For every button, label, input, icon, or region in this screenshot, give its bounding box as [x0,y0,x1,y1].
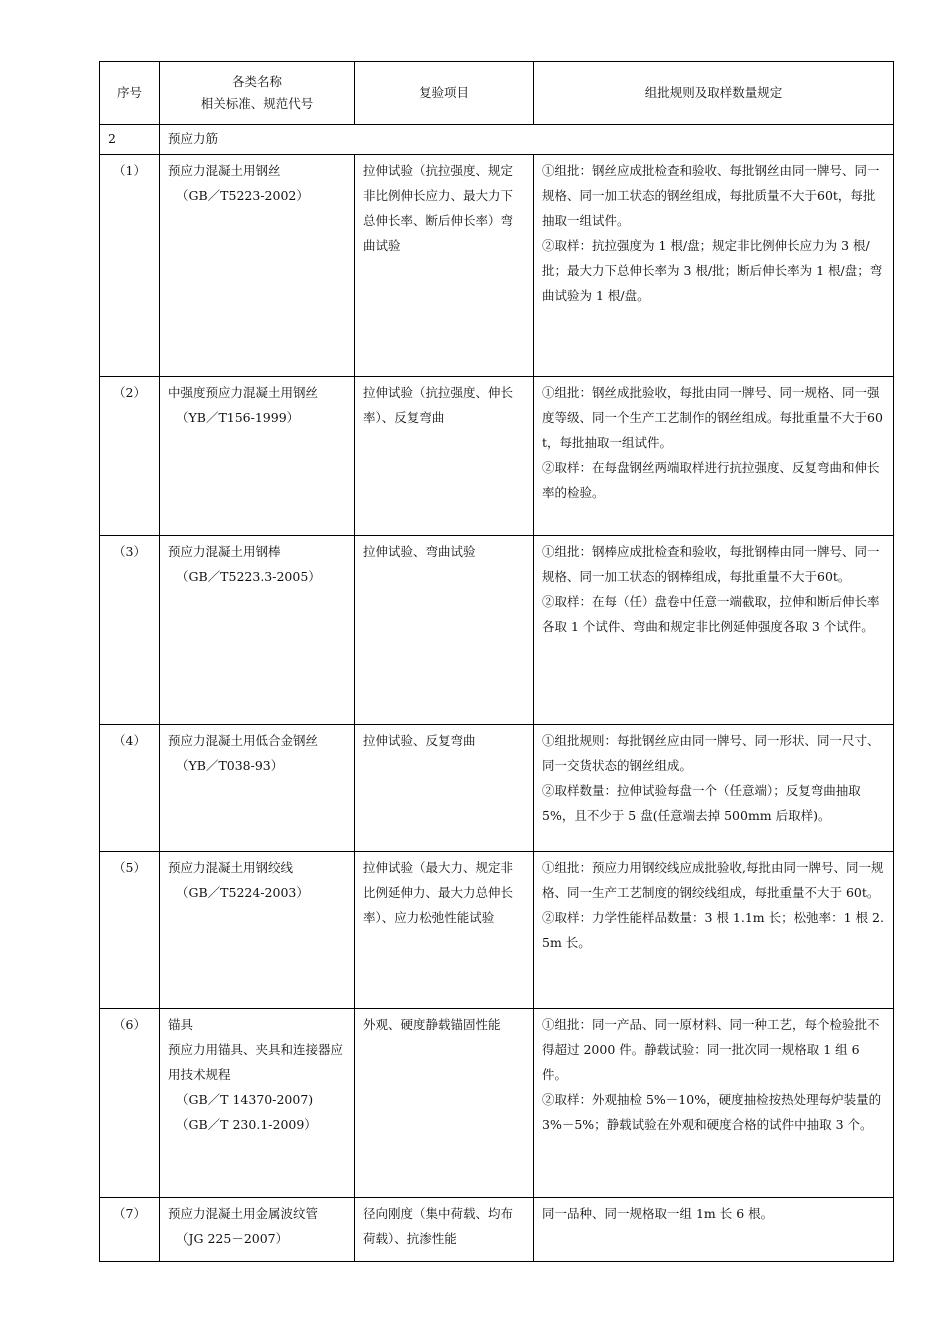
table-row [100,536,894,725]
name-line: 预应力混凝土用钢绞线 [168,860,294,875]
row-no: （1） [100,155,160,377]
name-line: 预应力用锚具、夹具和连接器应用技术规程 [168,1042,344,1082]
standard-code: （YB／T156-1999） [176,410,300,425]
row-name [160,536,355,725]
row-rules [534,377,894,536]
section-title: 预应力筋 [160,125,894,155]
table-row [100,377,894,536]
standard-code: （JG 225－2007） [176,1231,289,1246]
row-name [160,852,355,1009]
header-name [160,62,355,125]
name-line: 中强度预应力混凝土用钢丝 [168,385,319,400]
rule-batch: ①组批：钢棒应成批检查和验收，每批钢棒由同一牌号、同一规格、同一加工状态的钢棒组成，每批重量不大于60t。 [542,544,880,584]
row-no: （6） [100,1009,160,1198]
header-rules: 组批规则及取样数量规定 [534,62,894,125]
row-items: 拉伸试验（最大力、规定非比例延伸力、最大力总伸长率）、应力松弛性能试验 [355,852,534,1009]
spec-table [99,61,894,1262]
standard-code: （YB／T038-93） [176,758,284,773]
header-row [100,62,894,125]
row-items: 拉伸试验（抗拉强度、伸长率）、反复弯曲 [355,377,534,536]
table-row [100,725,894,852]
row-rules [534,725,894,852]
standard-code: （GB／T5224-2003） [176,885,309,900]
rule-batch: ①组批规则：每批钢丝应由同一牌号、同一形状、同一尺寸、同一交货状态的钢丝组成。 [542,733,880,773]
rule-batch: ①组批：预应力用钢绞线应成批验收,每批由同一牌号、同一规格、同一生产工艺制度的钢绞线组成，每批重量不大于 60t。 [542,860,884,900]
table-row [100,155,894,377]
rule-sampling: ②取样：在每盘钢丝两端取样进行抗拉强度、反复弯曲和伸长率的检验。 [542,460,880,500]
row-name [160,1198,355,1262]
header-items: 复验项目 [355,62,534,125]
section-no: 2 [100,125,160,155]
row-name [160,725,355,852]
rule-sampling: ②取样数量：拉伸试验每盘一个（任意端）；反复弯曲抽取 5%，且不少于 5 盘(任意端去掉 500mm 后取样)。 [542,783,861,823]
name-line: 预应力混凝土用钢丝 [168,163,281,178]
name-line: 锚具 [168,1017,194,1032]
header-name-line2: 相关标准、规范代号 [200,96,314,111]
rule-batch: 同一品种、同一规格取一组 1m 长 6 根。 [542,1206,774,1221]
row-items: 拉伸试验、弯曲试验 [355,536,534,725]
row-rules [534,536,894,725]
rule-sampling: ②取样：力学性能样品数量：3 根 1.1m 长；松弛率：1 根 2.5m 长。 [542,910,884,950]
row-no: （7） [100,1198,160,1262]
row-name [160,377,355,536]
table-row [100,1009,894,1198]
row-items: 拉伸试验、反复弯曲 [355,725,534,852]
table-row [100,852,894,1009]
row-items: 拉伸试验（抗拉强度、规定非比例伸长应力、最大力下总伸长率、断后伸长率）弯曲试验 [355,155,534,377]
standard-code: （GB／T5223-2002） [176,188,309,203]
name-line: 预应力混凝土用金属波纹管 [168,1206,319,1221]
row-rules [534,852,894,1009]
name-line: 预应力混凝土用钢棒 [168,544,281,559]
row-name [160,155,355,377]
rule-sampling: ②取样：在每（任）盘卷中任意一端截取，拉伸和断后伸长率各取 1 个试件、弯曲和规定非比例延伸强度各取 3 个试件。 [542,594,880,634]
rule-batch: ①组批：钢丝应成批检查和验收、每批钢丝由同一牌号、同一规格、同一加工状态的钢丝组成，每批质量不大于60t，每批抽取一组试件。 [542,163,880,228]
name-line: 预应力混凝土用低合金钢丝 [168,733,319,748]
row-rules [534,1198,894,1262]
row-no: （5） [100,852,160,1009]
row-no: （3） [100,536,160,725]
row-items: 径向刚度（集中荷载、均布荷载）、抗渗性能 [355,1198,534,1262]
row-items: 外观、硬度静载锚固性能 [355,1009,534,1198]
standard-code: （GB／T 230.1-2009） [176,1117,317,1132]
row-no: （4） [100,725,160,852]
standard-code: （GB／T5223.3-2005） [176,569,321,584]
rule-batch: ①组批：同一产品、同一原材料、同一种工艺，每个检验批不得超过 2000 件。静载试验：同一批次同一规格取 1 组 6 件。 [542,1017,880,1082]
header-name-line1: 各类名称 [231,74,282,89]
row-name [160,1009,355,1198]
section-row [100,125,894,155]
row-no: （2） [100,377,160,536]
table-row [100,1198,894,1262]
rule-batch: ①组批：钢丝成批验收，每批由同一牌号、同一规格、同一强度等级、同一个生产工艺制作的钢丝组成。每批重量不大于60t，每批抽取一组试件。 [542,385,883,450]
standard-code: （GB／T 14370-2007) [176,1092,314,1107]
header-no: 序号 [100,62,160,125]
row-rules [534,1009,894,1198]
row-rules [534,155,894,377]
rule-sampling: ②取样：抗拉强度为 1 根/盘；规定非比例伸长应力为 3 根/批；最大力下总伸长率为 3 根/批；断后伸长率为 1 根/盘；弯曲试验为 1 根/盘。 [542,238,883,303]
rule-sampling: ②取样：外观抽检 5%－10%，硬度抽检按热处理每炉装量的 3%－5%；静载试验在外观和硬度合格的试件中抽取 3 个。 [542,1092,882,1132]
